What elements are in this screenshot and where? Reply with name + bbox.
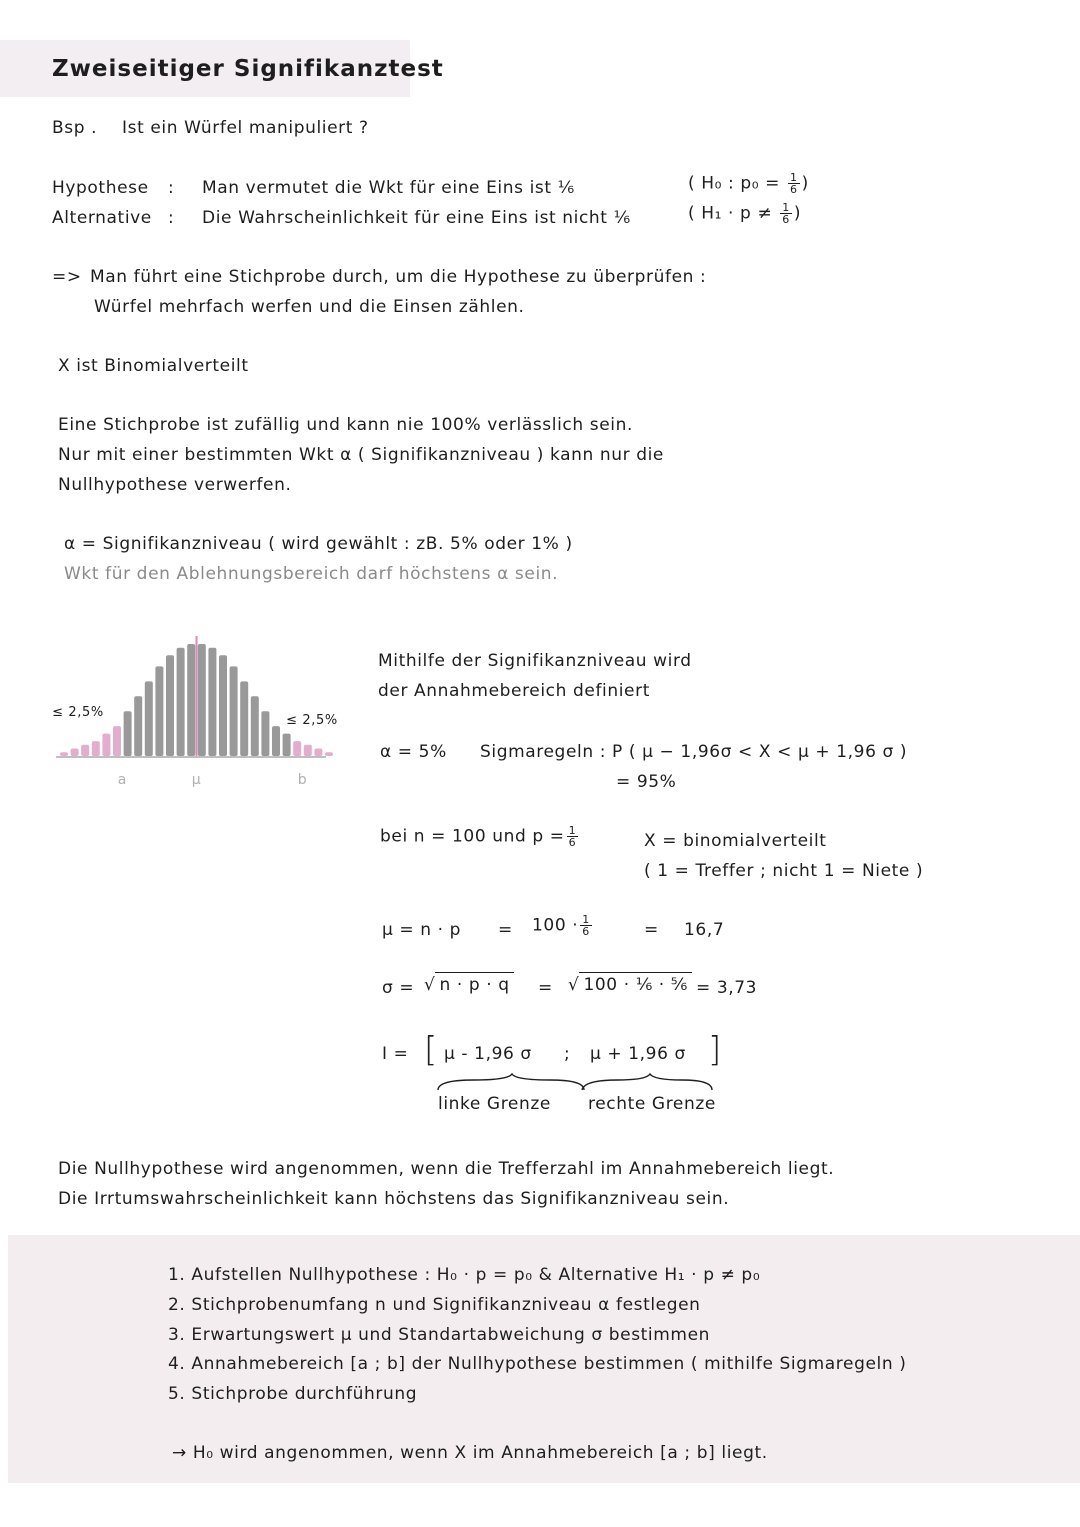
- sigma-radical-2: √ 100 · ⅙ · ⅚: [568, 972, 692, 995]
- h0-formula: ( H₀ : p₀ = $\frac{1}{6}$ ): [688, 171, 809, 196]
- chart-tail-bar: [325, 752, 333, 756]
- hypothesis-colon: :: [168, 178, 175, 198]
- mu-formula-mid: 100 · $\frac{1}{6}$: [532, 913, 590, 938]
- chart-bar: [283, 734, 291, 756]
- chart-bar: [145, 681, 153, 756]
- chart-tail-bar: [81, 745, 89, 756]
- chart-tail-bar: [293, 741, 301, 756]
- chart-bar: [251, 696, 259, 756]
- alternative-text: Die Wahrscheinlichkeit für eine Eins ist nicht ⅙: [202, 208, 631, 228]
- sample-note-line-3: Nullhypothese verwerfen.: [58, 475, 292, 495]
- chart-bar: [219, 655, 227, 756]
- mu-formula-eq: =: [498, 920, 513, 940]
- interval-lhs: I =: [382, 1044, 409, 1064]
- acceptance-intro-1: Mithilfe der Signifikanzniveau wird: [378, 651, 692, 671]
- chart-bar: [124, 711, 132, 756]
- h1-formula: ( H₁ · p ≠ $\frac{1}{6}$ ): [688, 201, 802, 226]
- chart-bar: [272, 726, 280, 756]
- hypothesis-text: Man vermutet die Wkt für eine Eins ist ⅙: [202, 178, 575, 198]
- example-question: Ist ein Würfel manipuliert ?: [122, 118, 369, 138]
- interval-right-bound: μ + 1,96 σ: [590, 1044, 686, 1064]
- sample-note-line-2: Nur mit einer bestimmten Wkt α ( Signifikanzniveau ) kann nur die: [58, 445, 664, 465]
- sigma-formula-lhs: σ =: [382, 978, 415, 998]
- interval-close-bracket: ]: [708, 1030, 722, 1070]
- alpha-constraint: Wkt für den Ablehnungsbereich darf höchstens α sein.: [64, 564, 559, 584]
- alternative-label: Alternative: [52, 208, 152, 228]
- chart-bar: [187, 644, 195, 756]
- conclusion-line-1: Die Nullhypothese wird angenommen, wenn die Trefferzahl im Annahmebereich liegt.: [58, 1159, 835, 1179]
- chart-bar: [240, 681, 248, 756]
- interval-separator: ;: [564, 1044, 571, 1064]
- chart-tail-bar: [314, 749, 322, 756]
- procedure-line-1: Man führt eine Stichprobe durch, um die Hypothese zu überprüfen :: [90, 267, 707, 287]
- sigma-rule: Sigmaregeln : P ( μ − 1,96σ < X < μ + 1,96 σ ): [480, 742, 908, 762]
- implication-arrow: =>: [52, 267, 82, 287]
- conclusion-line-2: Die Irrtumswahrscheinlichkeit kann höchstens das Signifikanzniveau sein.: [58, 1189, 730, 1209]
- distribution-type: X = binomialverteilt: [644, 831, 827, 851]
- right-bound-label: rechte Grenze: [588, 1094, 716, 1114]
- chart-left-tail-label: ≤ 2,5%: [52, 705, 104, 720]
- sigma-result: = 95%: [616, 772, 677, 792]
- interval-braces: [434, 1072, 724, 1094]
- alpha-value: α = 5%: [380, 742, 447, 762]
- binomial-distribution-chart: [50, 628, 350, 798]
- sample-note-line-1: Eine Stichprobe ist zufällig und kann nie 100% verlässlich sein.: [58, 415, 633, 435]
- procedure-line-2: Würfel mehrfach werfen und die Einsen zählen.: [94, 297, 525, 317]
- mu-result: 16,7: [684, 920, 725, 940]
- chart-bar: [177, 648, 185, 756]
- chart-bar: [230, 666, 238, 756]
- chart-tail-bar: [304, 745, 312, 756]
- step-4: 4. Annahmebereich [a ; b] der Nullhypothese bestimmen ( mithilfe Sigmaregeln ): [168, 1354, 907, 1374]
- chart-tail-bar: [60, 752, 68, 756]
- final-statement: → H₀ wird angenommen, wenn X im Annahmebereich [a ; b] liegt.: [172, 1443, 768, 1463]
- step-1: 1. Aufstellen Nullhypothese : H₀ · p = p₀ & Alternative H₁ · p ≠ p₀: [168, 1265, 761, 1285]
- sigma-result: = 3,73: [696, 978, 758, 998]
- chart-bar: [198, 644, 206, 756]
- mu-formula-eq2: =: [644, 920, 659, 940]
- step-3: 3. Erwartungswert μ und Standartabweichung σ bestimmen: [168, 1325, 711, 1345]
- example-label: Bsp .: [52, 118, 98, 138]
- sigma-formula-eq: =: [538, 978, 553, 998]
- distribution-note: X ist Binomialverteilt: [58, 356, 249, 376]
- alternative-colon: :: [168, 208, 175, 228]
- chart-bar: [155, 666, 163, 756]
- chart-bar: [208, 648, 216, 756]
- chart-right-tail-label: ≤ 2,5%: [286, 713, 338, 728]
- chart-tail-bar: [102, 734, 110, 756]
- chart-tail-bar: [71, 749, 79, 756]
- chart-mu-label: μ: [191, 772, 202, 788]
- acceptance-intro-2: der Annahmebereich definiert: [378, 681, 650, 701]
- alpha-definition: α = Signifikanzniveau ( wird gewählt : zB. 5% oder 1% ): [64, 534, 573, 554]
- chart-tail-bar: [113, 726, 121, 756]
- step-2: 2. Stichprobenumfang n und Signifikanzniveau α festlegen: [168, 1295, 701, 1315]
- chart-a-label: a: [117, 772, 127, 788]
- sigma-radical: √ n · p · q: [424, 972, 514, 995]
- chart-bar: [134, 696, 142, 756]
- interval-open-bracket: [: [424, 1030, 438, 1070]
- chart-bar: [166, 655, 174, 756]
- left-bound-label: linke Grenze: [438, 1094, 551, 1114]
- chart-b-label: b: [297, 772, 308, 788]
- distribution-legend: ( 1 = Treffer ; nicht 1 = Niete ): [644, 861, 924, 881]
- hypothesis-label: Hypothese: [52, 178, 149, 198]
- chart-tail-bar: [92, 741, 100, 756]
- parameters: bei n = 100 und p = $\frac{1}{6}$: [380, 824, 577, 849]
- step-5: 5. Stichprobe durchführung: [168, 1384, 418, 1404]
- mu-formula-lhs: μ = n · p: [382, 920, 462, 940]
- chart-bar: [261, 711, 269, 756]
- page-title: Zweiseitiger Signifikanztest: [52, 56, 444, 82]
- interval-left-bound: μ - 1,96 σ: [444, 1044, 532, 1064]
